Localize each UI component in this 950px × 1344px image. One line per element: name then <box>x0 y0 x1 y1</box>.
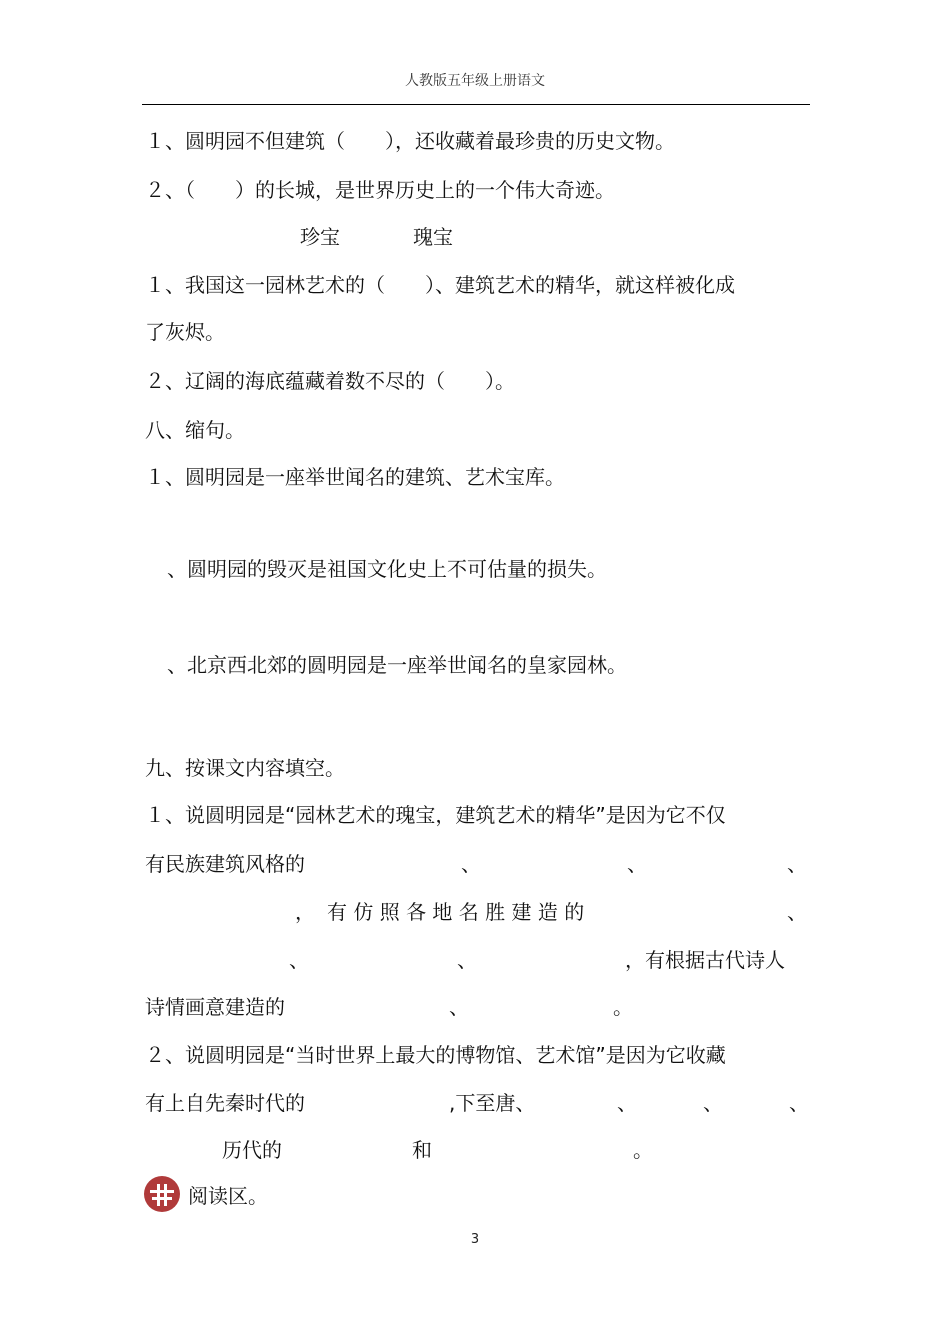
q9-1-line5 <box>145 993 810 1021</box>
section8-heading: 八、缩句。 <box>145 418 245 442</box>
dun-sep: 、 <box>449 995 469 1019</box>
q9-2-line1: ２、说圆明园是“当时世界上最大的博物馆、艺术馆”是因为它收藏 <box>145 1043 726 1067</box>
q7-3-line2: 了灰烬。 <box>145 320 225 344</box>
q9-2-line3 <box>145 1136 810 1164</box>
q8-2: 、圆明园的毁灭是祖国文化史上不可估量的损失。 <box>167 557 607 581</box>
q9-2-line3-text: 历代的 <box>222 1138 282 1162</box>
word-option-a: 珍宝 <box>300 225 340 249</box>
q9-1-line3 <box>145 898 810 926</box>
dun-sep: 、 <box>787 900 807 924</box>
period: 。 <box>613 995 633 1019</box>
dun-sep: 、 <box>627 852 647 876</box>
page-number: 3 <box>470 1232 480 1247</box>
header-rule <box>142 104 810 105</box>
q8-1: １、圆明园是一座举世闻名的建筑、艺术宝库。 <box>145 465 565 489</box>
q9-1-line4-text: ，有根据古代诗人 <box>625 948 785 972</box>
dun-sep: 、 <box>703 1091 723 1115</box>
q9-1-line2-text: 有民族建筑风格的 <box>145 852 305 876</box>
dun-sep: 、 <box>789 1091 809 1115</box>
q7-2: ２、（ ）的长城，是世界历史上的一个伟大奇迹。 <box>145 178 615 202</box>
q9-2-line2 <box>145 1089 810 1117</box>
reading-mark-icon <box>143 1175 181 1213</box>
dun-sep: 、 <box>617 1091 637 1115</box>
reading-label: 阅读区。 <box>188 1184 268 1208</box>
q9-1-line1: １、说圆明园是“园林艺术的瑰宝，建筑艺术的精华”是因为它不仅 <box>145 803 726 827</box>
q9-1-line3-text: 有 仿 照 各 地 名 胜 建 造 的 <box>327 900 585 924</box>
q7-4: ２、辽阔的海底蕴藏着数不尽的（ ）。 <box>145 369 515 393</box>
section9-heading: 九、按课文内容填空。 <box>145 756 345 780</box>
q9-1-line2 <box>145 850 807 878</box>
q8-3: 、北京西北郊的圆明园是一座举世闻名的皇家园林。 <box>167 653 627 677</box>
q7-3-line1: １、我国这一园林艺术的（ ）、建筑艺术的精华，就这样被化成 <box>145 273 735 297</box>
comma-sep: ， <box>295 900 315 924</box>
dun-sep: 、 <box>457 948 477 972</box>
dun-sep: 、 <box>787 852 807 876</box>
q9-2-line2-text: 有上自先秦时代的 <box>145 1091 305 1115</box>
period: 。 <box>633 1138 653 1162</box>
q9-1-line5-text: 诗情画意建造的 <box>145 995 285 1019</box>
word-option-b: 瑰宝 <box>413 225 453 249</box>
page-header: 人教版五年级上册语文 <box>405 73 545 89</box>
q9-2-line2-mid: ,下至唐、 <box>449 1091 536 1115</box>
dun-sep: 、 <box>289 948 309 972</box>
q9-2-line3-he: 和 <box>412 1138 432 1162</box>
dun-sep: 、 <box>461 852 481 876</box>
q7-1: １、圆明园不但建筑（ ），还收藏着最珍贵的历史文物。 <box>145 129 675 153</box>
q9-1-line4 <box>145 946 810 974</box>
